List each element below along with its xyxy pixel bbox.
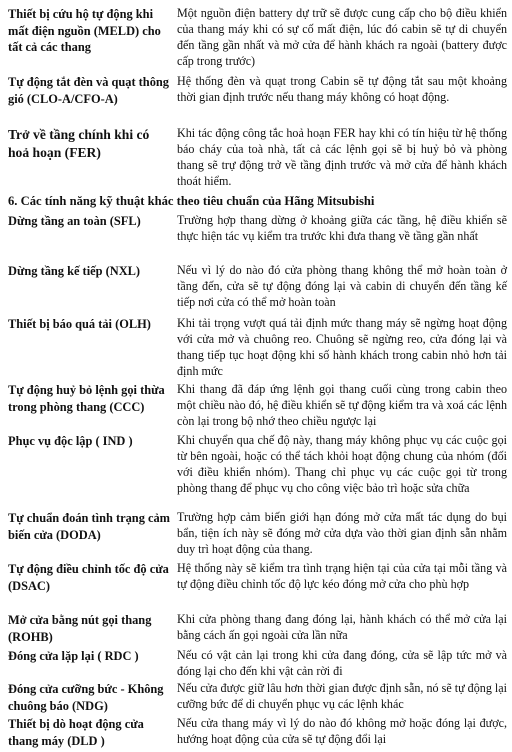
section-heading: 6. Các tính năng kỹ thuật khác theo tiêu chuẩn của Hãng Mitsubishi	[8, 194, 375, 208]
feature-description: Khi tải trọng vượt quá tải định mức thang máy sẽ ngừng hoạt động với cửa mở và chuông reo. Chuông sẽ ngừng reo, cửa đóng lại và thang tiếp tục hoạt động khi số hành khách trong cabin nhỏ hơn tải định mức	[177, 316, 507, 378]
feature-term: Thiết bị báo quá tải (OLH)	[8, 317, 151, 331]
feature-description: Nếu có vật cản lại trong khi cửa đang đóng, cửa sẽ lập tức mở và đóng lại cho đến khi vật cản rời đi	[177, 648, 507, 678]
feature-term: Tự chuẩn đoán tình trạng cảm biến cửa (DODA)	[8, 511, 171, 542]
feature-term: Dừng tầng an toàn (SFL)	[8, 214, 141, 228]
feature-term: Tự động huỷ bỏ lệnh gọi thừa trong phòng thang (CCC)	[8, 383, 165, 414]
feature-term: Thiết bị cứu hộ tự động khi mất điện nguồn (MELD) cho tất cả các thang	[8, 7, 161, 54]
feature-description: Hệ thống này sẽ kiểm tra tình trạng hiện tại của cửa tại mỗi tầng và tự động điều chỉnh tốc độ lực kéo đóng mở cửa cho phù hợp	[177, 561, 507, 591]
feature-term: Tự động tắt đèn và quạt thông gió (CLO-A/CFO-A)	[8, 75, 169, 106]
feature-description: Hệ thống đèn và quạt trong Cabin sẽ tự động tắt sau một khoảng thời gian định trước nếu thang máy không có hoạt động.	[177, 74, 507, 104]
feature-description: Nếu cửa thang máy vì lý do nào đó không mở hoặc đóng lại được, hướng hoạt động của cửa sẽ tự động đổi lại	[177, 716, 507, 746]
feature-description: Trường hợp cảm biến giới hạn đóng mở cửa mất tác dụng do bụi bẩn, tiện ích này sẽ đóng mở cửa dựa vào thời gian định sẵn nhằm duy trì hoạt động của thang.	[177, 510, 507, 556]
feature-description: Nếu cửa được giữ lâu hơn thời gian được định sẵn, nó sẽ tự động lại cưỡng bức để di chuyển phục vụ các lệnh khác	[177, 681, 507, 711]
feature-term: Dừng tầng kế tiếp (NXL)	[8, 264, 141, 278]
feature-description: Khi thang đã đáp ứng lệnh gọi thang cuối cùng trong cabin theo một chiều nào đó, hệ điều khiển sẽ tự động kiểm tra và xoá các lệnh còn lại trong bộ nhớ theo chiều ngược lại	[177, 382, 507, 428]
feature-term: Tự động điều chỉnh tốc độ cửa (DSAC)	[8, 562, 169, 593]
feature-term: Thiết bị dò hoạt động cửa thang máy (DLD )	[8, 717, 144, 748]
feature-term: Trở về tầng chính khi có hoả hoạn (FER)	[8, 127, 150, 160]
feature-term: Đóng cửa cưỡng bức - Không chuông báo (NDG)	[8, 682, 164, 713]
feature-description: Khi tác động công tắc hoả hoạn FER hay khi có tín hiệu từ hệ thống báo cháy của toà nhà, tất cả các lệnh gọi sẽ bị huỷ bỏ và phòng thang sẽ trự động trở về tầng định trước và mở cửa để hành khách thoát hiểm.	[177, 126, 507, 188]
feature-description: Nếu vì lý do nào đó cửa phòng thang không thể mở hoàn toàn ở tầng đến, cửa sẽ tự động đóng lại và cabin di chuyển đến tầng kế tiếp nơi cửa có thể mở hoàn toàn	[177, 263, 507, 309]
feature-description: Khi cửa phòng thang đang đóng lại, hành khách có thể mở cửa lại bằng cách ấn gọi ngoài cửa lần nữa	[177, 612, 507, 642]
feature-description: Trường hợp thang dừng ở khoảng giữa các tầng, hệ điều khiển sẽ thực hiện tác vụ kiểm tra trước khi đưa thang về tầng gần nhất	[177, 213, 507, 243]
feature-term: Đóng cửa lặp lại ( RDC )	[8, 649, 139, 663]
feature-description: Một nguồn điện battery dự trữ sẽ được cung cấp cho bộ điều khiển của thang máy khi có sự cố mất điện, lúc đó cabin sẽ tự di chuyển đến tầng gần nhất và mở cửa để hành khách ra ngoài (battery được cấp trong trước)	[177, 6, 507, 68]
feature-term: Phục vụ độc lập ( IND )	[8, 434, 133, 448]
feature-term: Mở cửa bằng nút gọi thang (ROHB)	[8, 613, 152, 644]
feature-description: Khi chuyển qua chế độ này, thang máy không phục vụ các cuộc gọi từ bên ngoài, hoặc có thể tách khỏi hoạt động chung của nhóm (đối với điều khiển nhóm). Thang chỉ phục vụ các cuộc gọi từ trong phòng thang để phục vụ cho công việc bảo trì hoặc sửa chữa	[177, 433, 507, 495]
